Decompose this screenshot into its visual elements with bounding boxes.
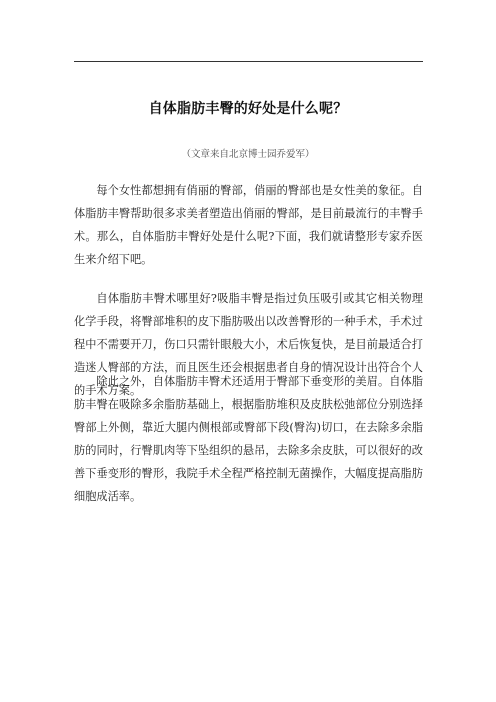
article-source-byline: （文章来自北京博士园乔爱军） bbox=[181, 149, 315, 160]
header-rule bbox=[74, 61, 423, 62]
body-paragraph-benefits: 自体脂肪丰臀术哪里好?吸脂丰臀是指过负压吸引或其它相关物理化学手段，将臀部堆积的皮下脂肪吸出以改善臀形的一种手术，手术过程中不需要开刀，伤口只需针眼般大小，术后恢复快，是目前最适合打造迷人臀部的方法，而且医生还会根据患者自身的情况设计出符合个人的手术方案。 bbox=[74, 292, 423, 397]
body-paragraph-sagging: 除此之外，自体脂肪丰臀术还适用于臀部下垂变形的美眉。自体脂肪丰臀在吸除多余脂肪基础上，根据脂肪堆积及皮肤松弛部位分别选择臀部上外侧，靠近大腿内侧根部或臀部下段(臀沟)切口，在去除多余脂肪的同时，行臀肌肉等下坠组织的悬吊，去除多余皮肤，可以很好的改善下垂变形的臀形，我院手术全程严格控制无菌操作，大幅度提高脂肪细胞成活率。 bbox=[74, 375, 423, 503]
body-paragraph-intro: 每个女性都想拥有俏丽的臀部，俏丽的臀部也是女性美的象征。自体脂肪丰臀帮助很多求美者塑造出俏丽的臀部，是目前最流行的丰臀手术。那么，自体脂肪丰臀好处是什么呢?下面，我们就请整形专家乔医生来介绍下吧。 bbox=[74, 184, 423, 266]
document-title: 自体脂肪丰臀的好处是什么呢？ bbox=[148, 101, 348, 117]
